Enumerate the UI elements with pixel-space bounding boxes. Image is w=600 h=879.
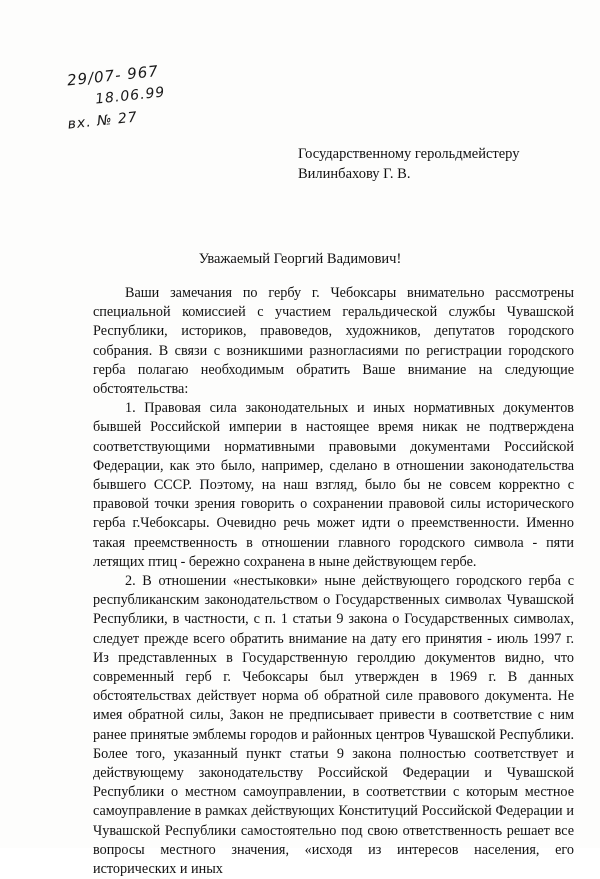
- handwritten-registration-note: [62, 60, 169, 136]
- paragraph-point-2: 2. В отношении «нестыковки» ныне действующего городского герба с республиканским законодательством о Государственных символах Чувашской Республики, в частности, с п. 1 статьи 9 закона о Государственных символах, следует прежде всего обратить внимание на дату его принятия - июль 1997 г. Из представленных в Государственную геролдию документов видно, что современный герб г. Чебоксары был утвержден в 1969 г. В данных обстоятельствах действует норма об обратной силе правового документа. Не имея обратной силы, Закон не предписывает привести в соответствие с ним ранее принятые эмблемы городов и районных центров Чувашской Республики. Более того, указанный пункт статьи 9 закона полностью соответствует и действующему законодательству Российской Федерации и Чувашской Республики о местном самоуправлении, в соответствии с которым местное самоуправление в рамках действующих Конституций Российской Федерации и Чувашской Республики самостоятельно под свою ответственность решает все вопросы местного значения, «исходя из интересов населения, его исторических и иных: [93, 573, 574, 878]
- addressee-block: [298, 144, 520, 184]
- letter-body: [93, 284, 574, 879]
- paragraph-intro: Ваши замечания по гербу г. Чебоксары внимательно рассмотрены специальной комиссией с участием геральдической службы Чувашской Республики, историков, правоведов, художников, депутатов городского собрания. В связи с возникшими разногласиями по регистрации городского герба полагаю необходимым обратить Ваше внимание на следующие обстоятельства:: [93, 285, 574, 398]
- paragraph-point-1: 1. Правовая сила законодательных и иных нормативных документов бывшей Российской империи в настоящее время никак не подтверждена соответствующими нормативными правовыми документами Российской Федерации, как это было, например, сделано в отношении законодательства бывшего СССР. Поэтому, на наш взгляд, было бы не совсем корректно с правовой точки зрения говорить о сохранении правовой силы исторического герба г.Чебоксары. Очевидно речь может идти о преемственности. Именно такая преемственность в отношении главного городского символа - пяти летящих птиц - бережно сохранена в ныне действующем гербе.: [93, 400, 574, 570]
- handwritten-incoming-number: вх. № 27: [66, 109, 139, 133]
- handwritten-date: 18.06.99: [94, 84, 167, 108]
- addressee-name: Вилинбахову Г. В.: [298, 166, 411, 182]
- addressee-title: Государственному герольдмейстеру: [298, 146, 520, 162]
- salutation: Уважаемый Георгий Вадимович!: [198, 251, 402, 267]
- handwritten-number: 29/07- 967: [66, 61, 160, 90]
